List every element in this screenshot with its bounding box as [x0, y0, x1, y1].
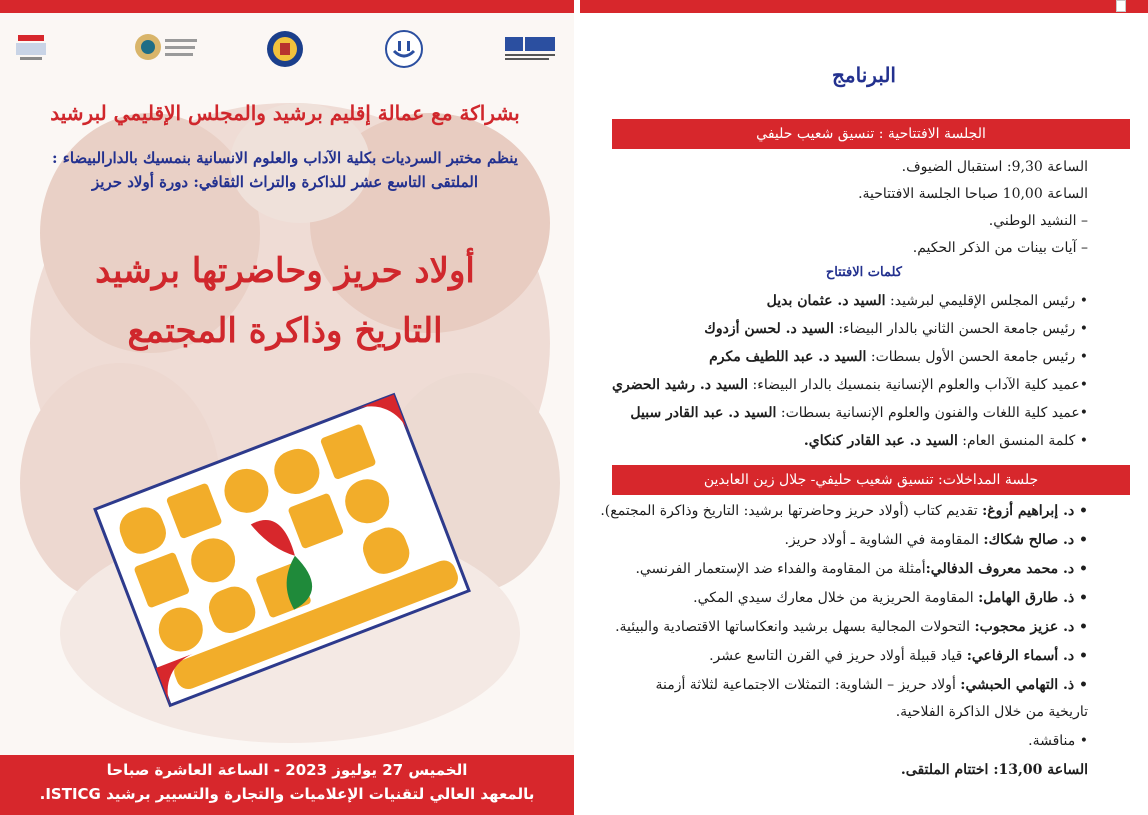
event-date-time: الخميس 27 يوليوز 2023 - الساعة العاشرة صباحا	[106, 761, 468, 779]
schedule-line: – النشيد الوطني.	[988, 213, 1088, 229]
poster-title-line1: أولاد حريز وحاضرتها برشيد	[95, 251, 475, 291]
poster-footer	[0, 755, 574, 815]
intervention-item: • ذ. طارق الهامل: المقاومة الحريزية من خلال معارك سيدي المكي.	[693, 590, 1088, 606]
page-gap	[574, 0, 580, 13]
event-venue: بالمعهد العالي لتقنيات الإعلاميات والتجارة والتسيير برشيد ISTICG.	[39, 785, 535, 803]
intervention-item: • د. إبراهيم أزوغ: تقديم كتاب (أولاد حريز وحاضرتها برشيد: التاريخ وذاكرة المجتمع).	[600, 503, 1088, 519]
speech-item: • رئيس المجلس الإقليمي لبرشيد: السيد د. عثمان بديل	[766, 293, 1088, 309]
schedule-line: الساعة 10,00 صباحا الجلسة الافتتاحية.	[858, 186, 1088, 202]
intervention-item: • د. عزيز محجوب: التحولات المجالية بسهل برشيد وانعكاساتها الاقتصادية والبيئية.	[615, 619, 1088, 635]
partnership-line: بشراكة مع عمالة إقليم برشيد والمجلس الإقليمي لبرشيد	[50, 101, 520, 125]
opening-speeches-heading: كلمات الافتتاح	[825, 265, 902, 280]
intervention-item: • د. أسماء الرفاعي: قياد قبيلة أولاد حريز في القرن التاسع عشر.	[709, 648, 1088, 664]
intervention-continuation: تاريخية من خلال الذاكرة الفلاحية.	[895, 704, 1088, 720]
flsh-logo	[505, 35, 557, 63]
speech-item: • رئيس جامعة الحسن الأول بسطات: السيد د. عبد اللطيف مكرم	[709, 349, 1088, 365]
intervention-item: • د. صالح شكاك: المقاومة في الشاوية ـ أولاد حريز.	[784, 532, 1088, 548]
event-edition-line: الملتقى التاسع عشر للذاكرة والتراث الثقافي: دورة أولاد حريز	[92, 173, 478, 191]
province-logo	[265, 29, 305, 69]
logos-row	[0, 25, 574, 75]
poster-title-line2: التاريخ وذاكرة المجتمع	[127, 311, 443, 351]
poster-page	[0, 13, 574, 815]
speech-item: •عميد كلية الآداب والعلوم الإنسانية بنمسيك بالدار البيضاء: السيد د. رشيد الحضري	[612, 377, 1088, 393]
speech-item: •عميد كلية اللغات والفنون والعلوم الإنسانية بسطات: السيد د. عبد القادر سبيل	[630, 405, 1088, 421]
intervention-item: • ذ. التهامي الحبشي: أولاد حريز – الشاوية: التمثلات الاجتماعية لثلاثة أزمنة	[655, 677, 1088, 693]
schedule-line: الساعة 9,30: استقبال الضيوف.	[901, 159, 1088, 175]
intervention-item: • د. محمد معروف الدفالي:أمثلة من المقاومة والفداء ضد الإستعمار الفرنسي.	[635, 561, 1088, 577]
interventions-session-header: جلسة المداخلات: تنسيق شعيب حليفي- جلال زين العابدين	[612, 465, 1130, 495]
organizer-line: ينظم مختبر السرديات بكلية الآداب والعلوم الانسانية بنمسيك بالدارالبيضاء :	[52, 149, 518, 167]
schedule-line: – آيات بينات من الذكر الحكيم.	[912, 240, 1088, 256]
speech-item: • رئيس جامعة الحسن الثاني بالدار البيضاء: السيد د. لحسن أزدوك	[704, 321, 1088, 337]
opening-session-header: الجلسة الافتتاحية : تنسيق شعيب حليفي	[612, 119, 1130, 149]
speech-item: • كلمة المنسق العام: السيد د. عبد القادر كنكاي.	[803, 433, 1088, 449]
ministry-logo	[133, 31, 199, 65]
university-logo	[14, 33, 48, 63]
closing-item: الساعة 13,00: اختتام الملتقى.	[900, 762, 1088, 778]
program-title: البرنامج	[831, 63, 896, 87]
isticg-logo	[384, 29, 424, 69]
program-page	[580, 13, 1148, 815]
discussion-item: • مناقشة.	[1028, 733, 1088, 749]
page-corner-icon[interactable]	[1116, 0, 1126, 12]
geometric-pattern-graphic	[82, 385, 482, 715]
